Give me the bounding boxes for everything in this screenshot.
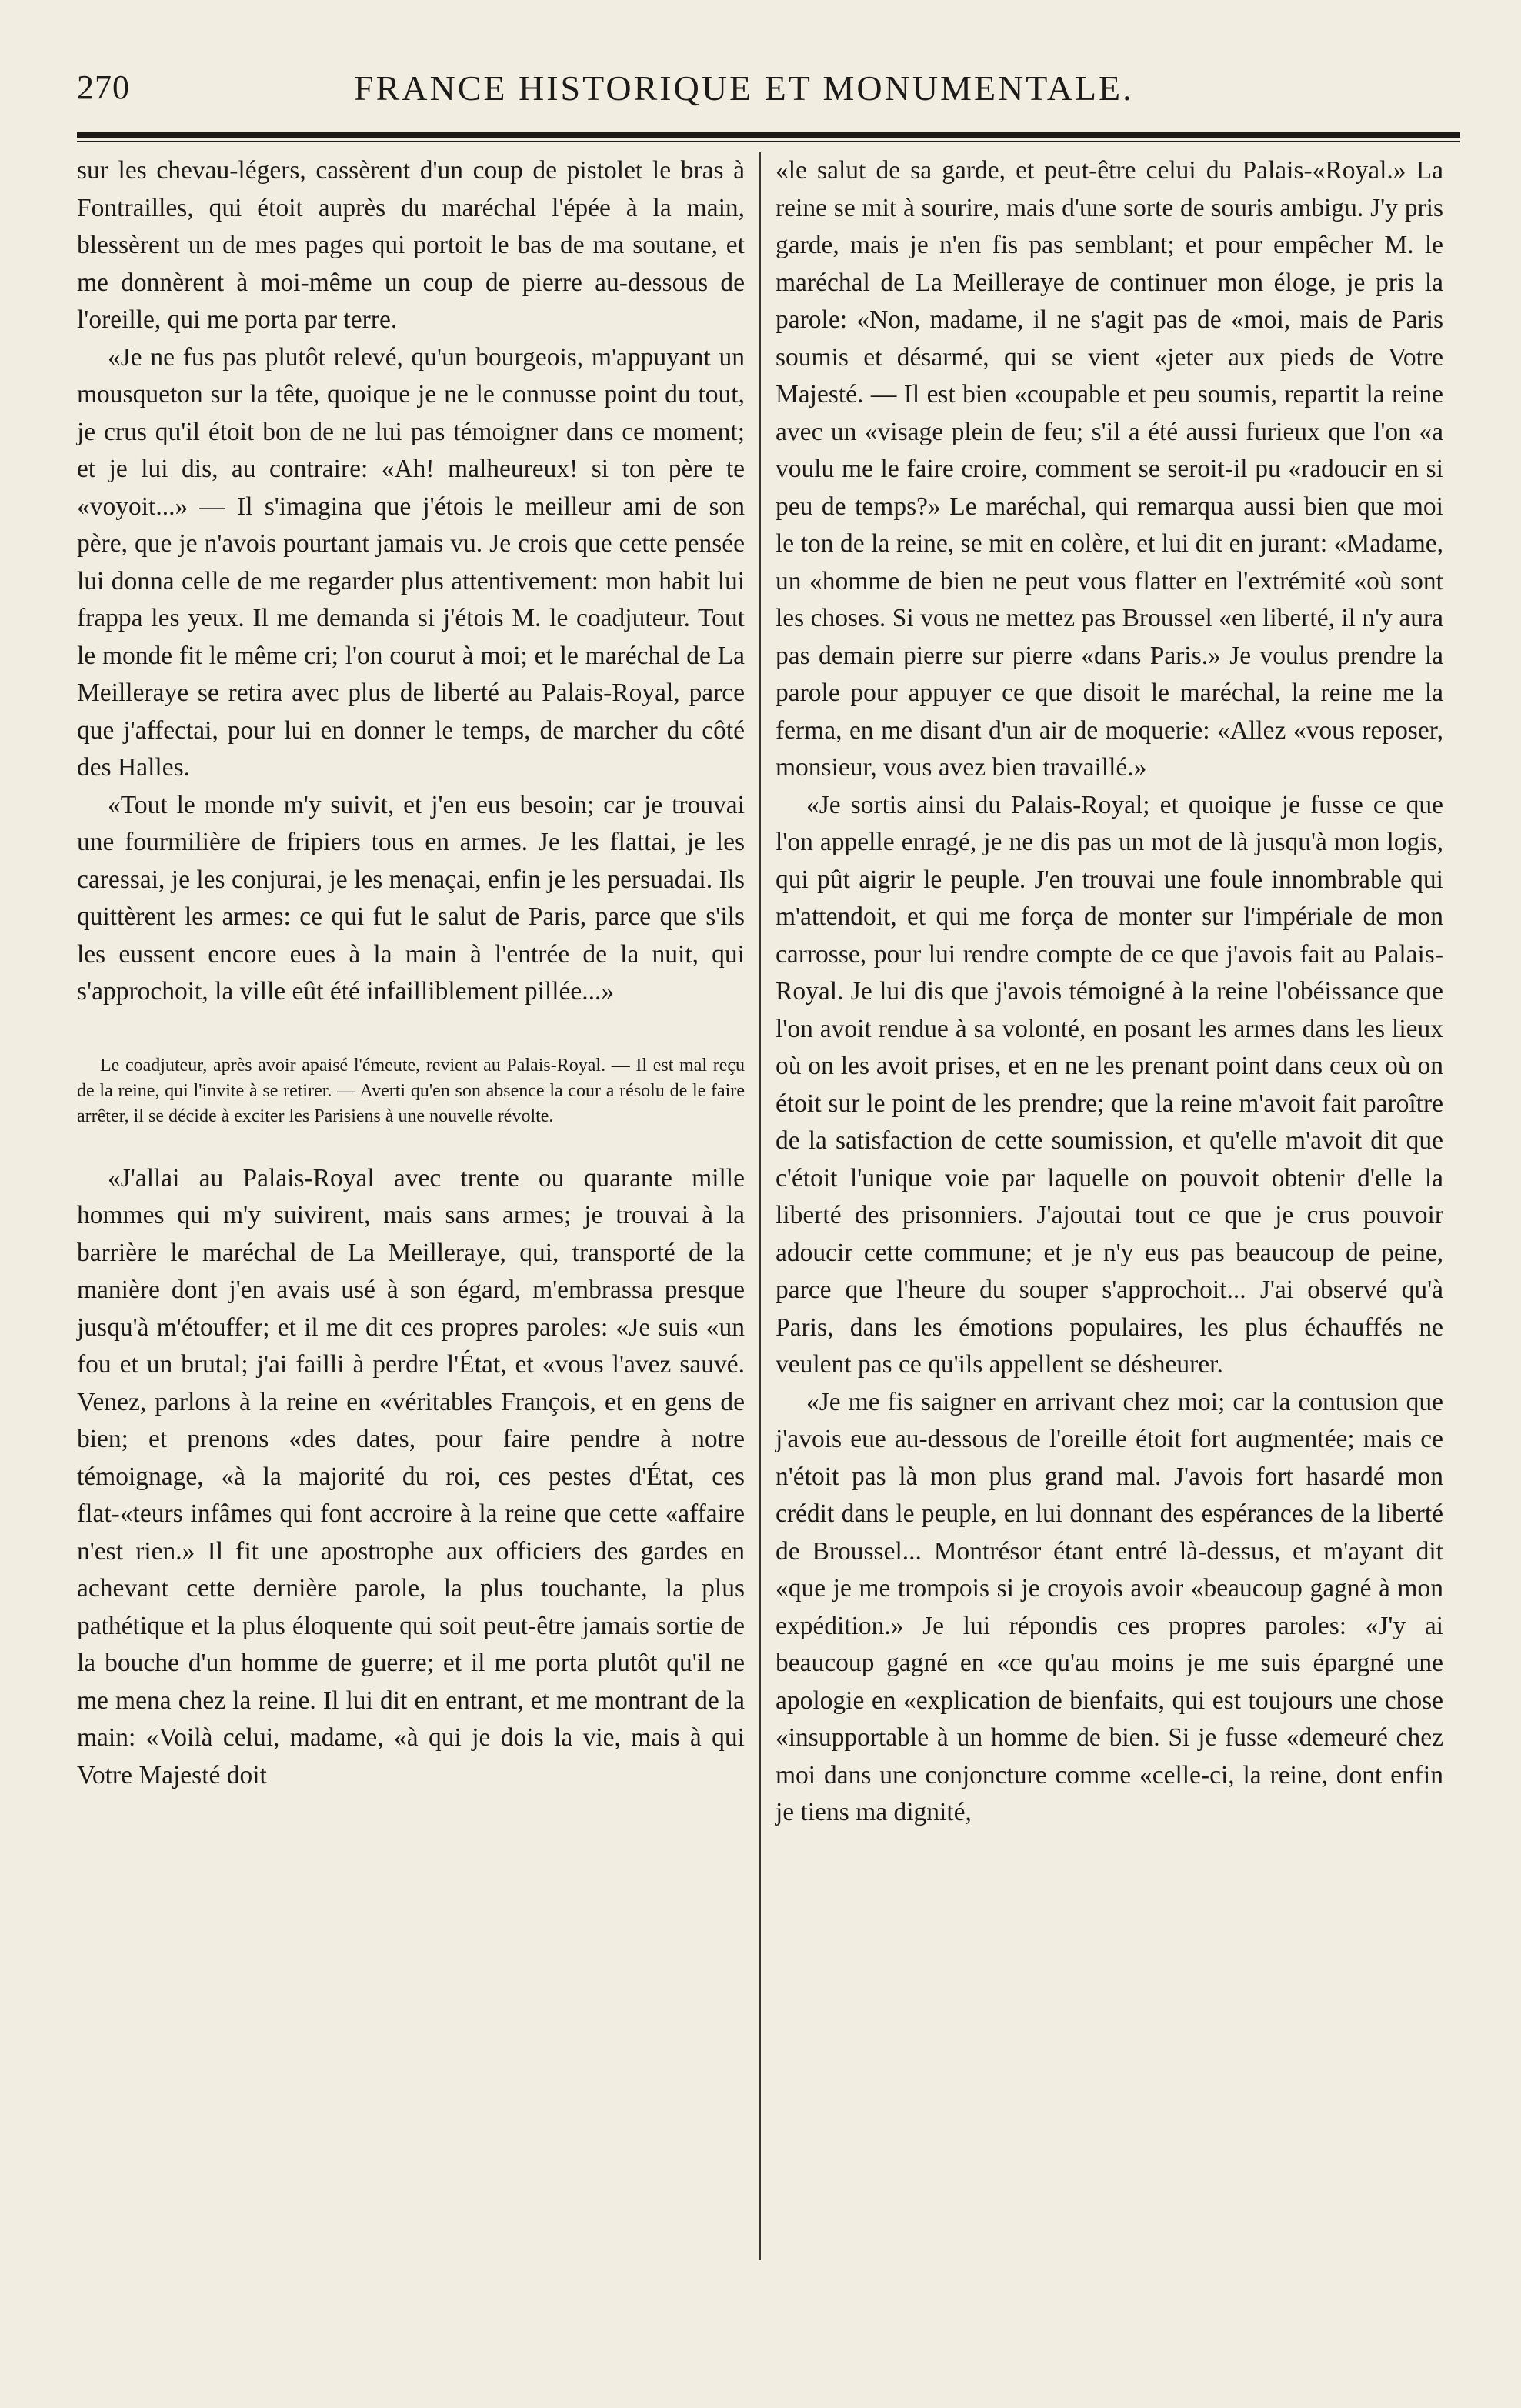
column-divider (759, 152, 761, 2260)
page-header (77, 68, 1462, 114)
section-summary: Le coadjuteur, après avoir apaisé l'émeute, revient au Palais-Royal. — Il est mal reçu de la reine, qui l'invite à se retirer. — Averti qu'en son absence la cour a résolu de le faire arrêter, il se décide à exciter les Parisiens à une nouvelle révolte. (77, 1055, 745, 1126)
paragraph: sur les chevau-légers, cassèrent d'un coup de pistolet le bras à Fontrailles, qui étoit auprès du maréchal l'épée à la main, blessèrent un de mes pages qui portoit le bas de ma soutane, et me donnèrent à moi-même un coup de pierre au-dessous de l'oreille, qui me porta par terre. (77, 156, 745, 334)
paragraph: «le salut de sa garde, et peut-être celui du Palais-«Royal.» La reine se mit à sourire, mais d'une sorte de souris ambigu. J'y pris garde, mais je n'en fis pas semblant; et pour empêcher M. le maréchal de La Meilleraye de continuer mon éloge, je pris la parole: «Non, madame, il ne s'agit pas de «moi, mais de Paris soumis et désarmé, qui se vient «jeter aux pieds de Votre Majesté. — Il est bien «coupable et peu soumis, repartit la reine avec un «visage plein de feu; s'il a été aussi furieux que l'on «a voulu me le faire croire, comment se seroit-il pu «radoucir en si peu de temps?» Le maréchal, qui remarqua aussi bien que moi le ton de la reine, se mit en colère, et lui dit en jurant: «Madame, un «homme de bien ne peut vous flatter en l'extrémité «où sont les choses. Si vous ne mettez pas Broussel «en liberté, il n'y aura pas demain pierre sur pierre «dans Paris.» Je voulus prendre la parole pour appuyer ce que disoit le maréchal, la reine me la ferma, en me disant d'un air de moquerie: «Allez «vous reposer, monsieur, vous avez bien travaillé.» (776, 156, 1443, 782)
paragraph: «Je me fis saigner en arrivant chez moi; car la contusion que j'avois eue au-dessous de l'oreille étoit fort augmentée; mais ce n'étoit pas là mon plus grand mal. J'avois fort hasardé mon crédit dans le peuple, en lui donnant des espérances de la liberté de Broussel... Montrésor étant entré là-dessus, et m'ayant dit «que je me trompois si je croyois avoir «beaucoup gagné à mon expédition.» Je lui répondis ces propres paroles: «J'y ai beaucoup gagné en «ce qu'au moins je me suis épargné une apologie en «explication de bienfaits, qui est toujours une chose «insupportable à un homme de bien. Si je fusse «demeuré chez moi dans une conjoncture comme «celle-ci, la reine, dont enfin je tiens ma dignité, (776, 1387, 1443, 1826)
header-rule-thin (77, 141, 1460, 142)
left-column (77, 152, 745, 1794)
paragraph: «Je sortis ainsi du Palais-Royal; et quoique je fusse ce que l'on appelle enragé, je ne dis pas un mot de là jusqu'à mon logis, qui pût aigrir le peuple. J'en trouvai une foule innombrable qui m'attendoit, et qui me força de monter sur l'impériale de mon carrosse, pour lui rendre compte de ce que j'avois fait au Palais-Royal. Je lui dis que j'avois témoigné à la reine l'obéissance que l'on avoit rendue à sa volonté, en posant les armes dans les lieux où on les avoit prises, et en ne les prenant point dans ceux où on étoit sur le point de les prendre; que la reine m'avoit fait paroître de la satisfaction de cette soumission, et qu'elle m'avoit dit que c'étoit l'unique voie par laquelle on pouvoit obtenir d'elle la liberté des prisonniers. J'ajoutai tout ce que je crus pouvoir adoucir cette commune; et je n'y eus pas beaucoup de peine, parce que l'heure du souper s'approchoit... J'ai observé qu'à Paris, dans les émotions populaires, les plus échauffés ne veulent pas ce qu'ils appellent se désheurer. (776, 790, 1443, 1379)
paragraph: «Tout le monde m'y suivit, et j'en eus besoin; car je trouvai une fourmilière de fripiers tous en armes. Je les flattai, je les caressai, je les conjurai, je les menaçai, enfin je les persuadai. Ils quittèrent les armes: ce qui fut le salut de Paris, parce que s'ils les eussent encore eues à la main à l'entrée de la nuit, qui s'approchoit, la ville eût été infailliblement pillée...» (77, 790, 745, 1006)
header-rule-thick (77, 132, 1460, 138)
paragraph: «Je ne fus pas plutôt relevé, qu'un bourgeois, m'appuyant un mousqueton sur la tête, quoique je ne le connusse point du tout, je crus qu'il étoit bon de ne lui pas témoigner dans ce moment; et je lui dis, au contraire: «Ah! malheureux! si ton père te «voyoit...» — Il s'imagina que j'étois le meilleur ami de son père, que je n'avois pourtant jamais vu. Je crois que cette pensée lui donna celle de me regarder plus attentivement: mon habit lui frappa les yeux. Il me demanda si j'étois M. le coadjuteur. Tout le monde fit le même cri; l'on courut à moi; et le maréchal de La Meilleraye se retira avec plus de liberté au Palais-Royal, parce que j'affectai, pour lui en donner le temps, de marcher du côté des Halles. (77, 342, 745, 782)
right-column (776, 152, 1443, 1832)
paragraph: «J'allai au Palais-Royal avec trente ou quarante mille hommes qui m'y suivirent, mais sans armes; je trouvai à la barrière le maréchal de La Meilleraye, qui, transporté de la manière dont j'en avais usé à son égard, m'embrassa presque jusqu'à m'étouffer; et il me dit ces propres paroles: «Je suis «un fou et un brutal; j'ai failli à perdre l'État, et «vous l'avez sauvé. Venez, parlons à la reine en «véritables François, et en gens de bien; et prenons «des dates, pour faire pendre à notre témoignage, «à la majorité du roi, ces pestes d'État, ces flat-«teurs infâmes qui font accroire à la reine que cette «affaire n'est rien.» Il fit une apostrophe aux officiers des gardes en achevant cette dernière parole, la plus touchante, la plus pathétique et la plus éloquente qui soit peut-être jamais sortie de la bouche d'un homme de guerre; et il me porta plutôt qu'il ne me mena chez la reine. Il lui dit en entrant, et me montrant de la main: «Voilà celui, madame, «à qui je dois la vie, mais à qui Votre Majesté doit (77, 1163, 745, 1789)
running-title: FRANCE HISTORIQUE ET MONUMENTALE. (354, 68, 1134, 108)
page-number: 270 (77, 68, 130, 106)
